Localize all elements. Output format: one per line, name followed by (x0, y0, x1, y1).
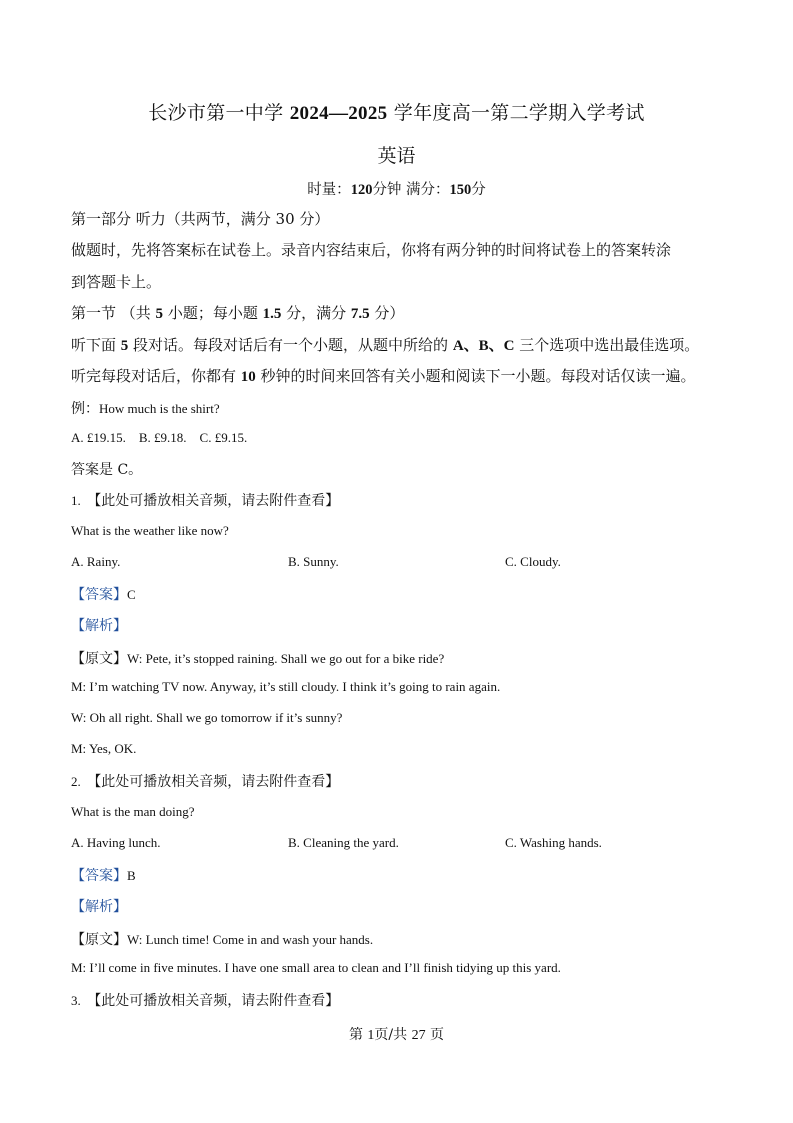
page-footer: 第 1页/共 27 页 (348, 1027, 445, 1043)
subject-title: 英语 (377, 145, 416, 167)
section1-instruction-line1: 听下面 5 段对话。每段对话后有一个小题，从题中所给的 A、B、C 三个选项中选出最佳选项。 (71, 336, 700, 354)
q1-transcript-line4: M: Yes, OK. (71, 741, 137, 756)
q1-transcript-line1: 【原文】W: Pete, it’s stopped raining. Shall we go out for a bike ride? (71, 651, 445, 667)
time-score-info: 时量：120分钟 满分：150分 (307, 182, 486, 198)
q2-option-a: A. Having lunch. (71, 835, 161, 850)
q2-analysis-tag: 【解析】 (71, 899, 127, 915)
q1-analysis-tag: 【解析】 (71, 618, 127, 634)
section1-instruction-line2: 听完每段对话后，你都有 10 秒钟的时间来回答有关小题和阅读下一小题。每段对话仅读一遍。 (71, 367, 696, 385)
exam-title: 长沙市第一中学 2024—2025 学年度高一第二学期入学考试 (148, 102, 645, 124)
q1-audio-link[interactable]: 【此处可播放相关音频，请去附件查看】 (87, 493, 340, 509)
q2-option-c: C. Washing hands. (505, 835, 602, 850)
q2-question: What is the man doing? (71, 804, 195, 819)
q1-answer: 【答案】C (71, 587, 136, 603)
q1-header: 1. 【此处可播放相关音频，请去附件查看】 (71, 493, 340, 509)
part1-heading: 第一部分 听力（共两节，满分 30 分） (71, 210, 330, 228)
q2-option-b: B. Cleaning the yard. (288, 835, 399, 850)
q3-audio-link[interactable]: 【此处可播放相关音频，请去附件查看】 (87, 993, 340, 1009)
q2-transcript-line1: 【原文】W: Lunch time! Come in and wash your hands. (71, 932, 374, 948)
section1-heading: 第一节 （共 5 小题；每小题 1.5 分，满分 7.5 分） (71, 304, 405, 322)
example-answer: 答案是 C。 (71, 462, 143, 478)
q1-transcript-line2: M: I’m watching TV now. Anyway, it’s still cloudy. I think it’s going to rain again. (71, 679, 501, 694)
q2-transcript-line2: M: I’ll come in five minutes. I have one small area to clean and I’ll finish tidying up this yard. (71, 960, 561, 975)
q1-option-b: B. Sunny. (288, 554, 339, 569)
q3-header: 3. 【此处可播放相关音频，请去附件查看】 (71, 993, 340, 1009)
q1-option-a: A. Rainy. (71, 554, 121, 569)
part1-instruction-line1: 做题时，先将答案标在试卷上。录音内容结束后，你将有两分钟的时间将试卷上的答案转涂 (71, 241, 672, 259)
q2-header: 2. 【此处可播放相关音频，请去附件查看】 (71, 774, 340, 790)
q1-transcript-line3: W: Oh all right. Shall we go tomorrow if it’s sunny? (71, 710, 343, 725)
q2-audio-link[interactable]: 【此处可播放相关音频，请去附件查看】 (87, 774, 340, 790)
example-question: 例：How much is the shirt? (71, 401, 220, 417)
part1-instruction-line2: 到答题卡上。 (71, 273, 162, 291)
q2-answer: 【答案】B (71, 868, 136, 884)
example-options: A. £19.15. B. £9.18. C. £9.15. (71, 430, 248, 445)
q1-option-c: C. Cloudy. (505, 554, 561, 569)
q1-question: What is the weather like now? (71, 523, 229, 538)
